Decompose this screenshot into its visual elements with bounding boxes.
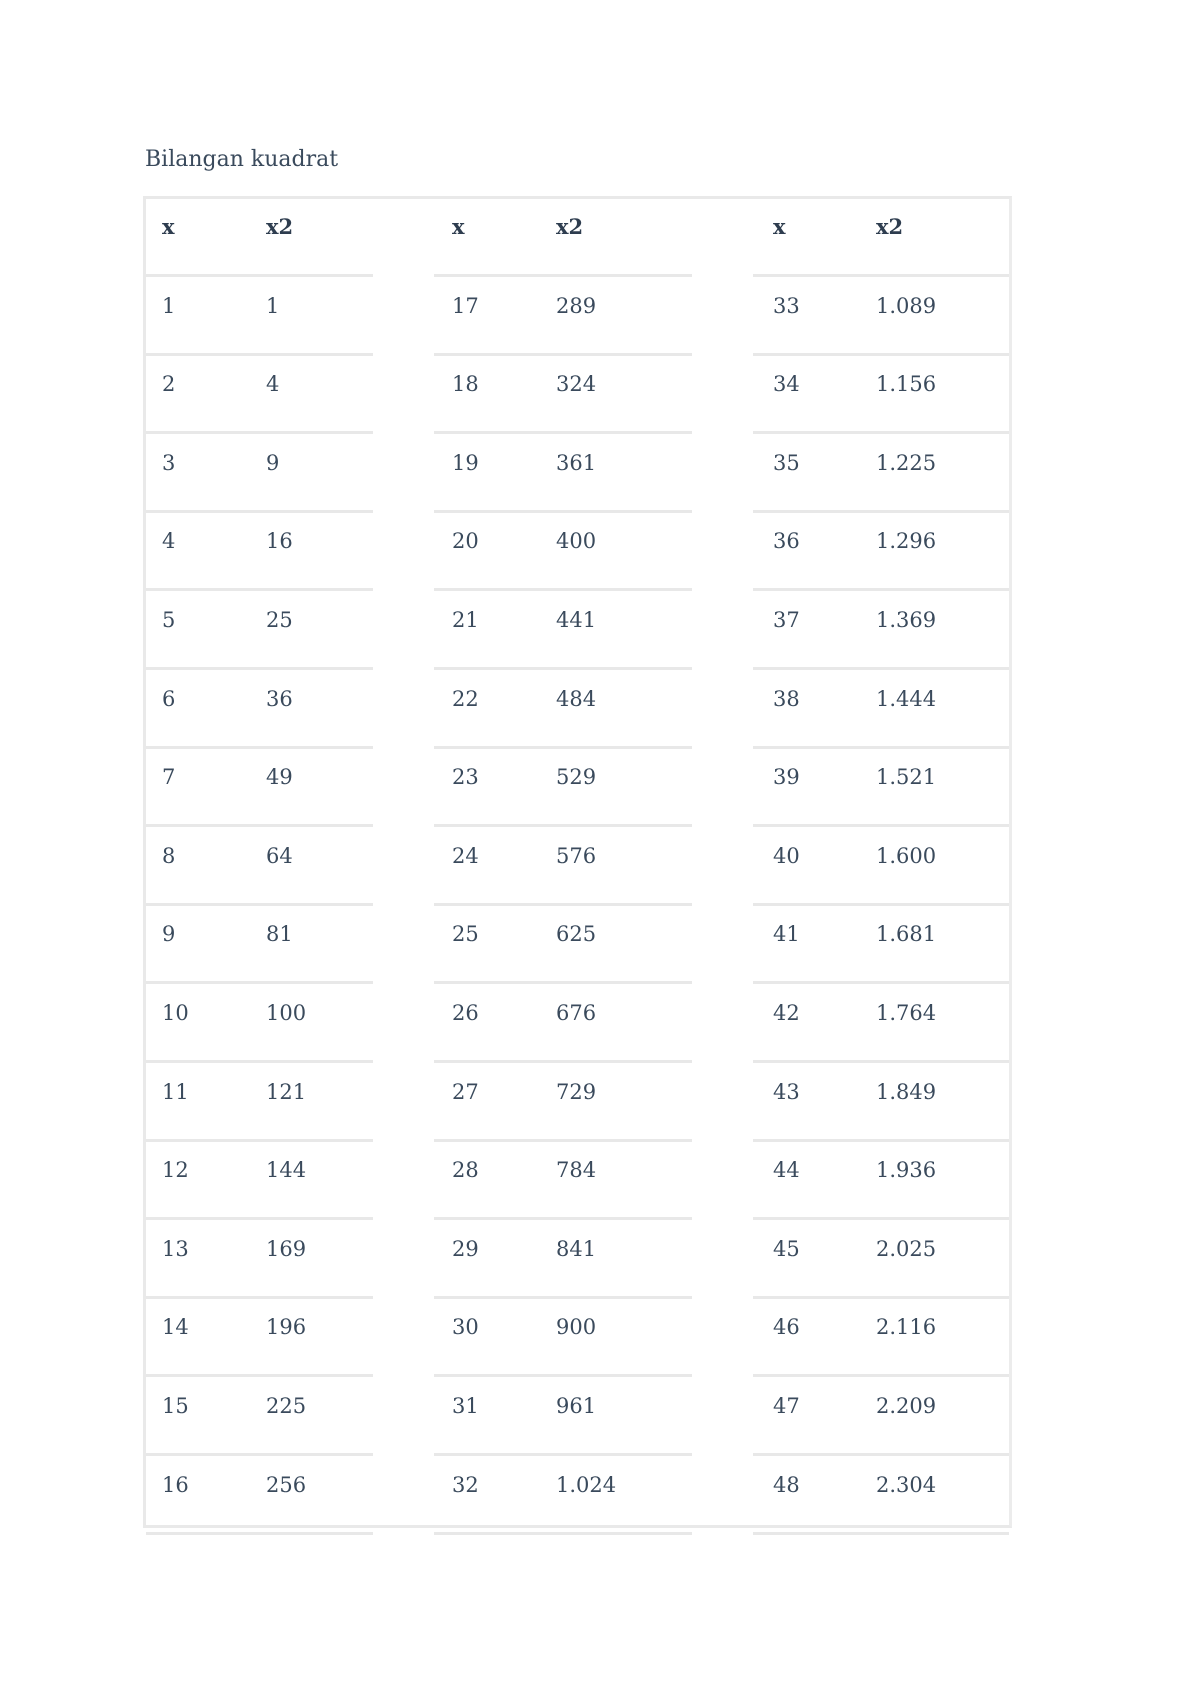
- cell-x2: 729: [556, 1079, 597, 1104]
- table-row: [434, 828, 692, 906]
- cell-x: 4: [162, 529, 176, 554]
- cell-x2: 49: [266, 765, 293, 790]
- table-row: [753, 1142, 1009, 1220]
- cell-x2: 1.225: [876, 450, 937, 475]
- cell-x2: 1.681: [876, 922, 937, 947]
- table-row: [434, 906, 692, 984]
- cell-x: 46: [773, 1315, 800, 1340]
- cell-x: 34: [773, 372, 800, 397]
- cell-x: 18: [452, 372, 479, 397]
- cell-x2: 144: [266, 1158, 307, 1183]
- cell-x2: 4: [266, 372, 280, 397]
- table-row: [753, 985, 1009, 1063]
- cell-x: 32: [452, 1472, 479, 1497]
- cell-x: 15: [162, 1394, 189, 1418]
- table-row: [434, 1378, 692, 1456]
- table-row: [753, 671, 1009, 749]
- table-row: [753, 1457, 1009, 1535]
- table-row: [434, 1457, 692, 1535]
- cell-x2: 676: [556, 1001, 597, 1025]
- table-row: [753, 356, 1009, 434]
- cell-x2: 100: [266, 1001, 307, 1025]
- cell-x2: 1.936: [876, 1158, 937, 1183]
- cell-x: 36: [773, 529, 800, 554]
- cell-x: 14: [162, 1315, 189, 1340]
- table-row: [753, 435, 1009, 513]
- cell-x2: 1: [266, 293, 280, 318]
- cell-x2: 441: [556, 608, 597, 632]
- cell-x: 11: [162, 1079, 189, 1104]
- cell-x2: 1.156: [876, 372, 937, 397]
- cell-x: 20: [452, 529, 479, 554]
- cell-x2: 400: [556, 529, 597, 554]
- table-row: [753, 513, 1009, 591]
- header-row: [434, 199, 692, 277]
- table-row: [434, 1221, 692, 1299]
- cell-x: 24: [452, 843, 479, 868]
- table-row: [146, 1457, 373, 1535]
- cell-x2: 64: [266, 843, 293, 868]
- cell-x: 26: [452, 1001, 479, 1025]
- cell-x2: 900: [556, 1315, 597, 1340]
- cell-x2: 36: [266, 686, 293, 711]
- cell-x2: 576: [556, 843, 597, 868]
- cell-x: 30: [452, 1315, 479, 1340]
- cell-x: 40: [773, 843, 800, 868]
- cell-x: 25: [452, 922, 479, 947]
- cell-x: 29: [452, 1236, 479, 1261]
- table-row: [146, 1221, 373, 1299]
- table-row: [753, 906, 1009, 984]
- cell-x2: 784: [556, 1158, 597, 1183]
- cell-x: 38: [773, 686, 800, 711]
- header-x2: x2: [556, 214, 584, 239]
- cell-x: 31: [452, 1394, 479, 1418]
- cell-x: 28: [452, 1158, 479, 1183]
- table-row: [146, 671, 373, 749]
- cell-x: 9: [162, 922, 176, 947]
- cell-x2: 169: [266, 1236, 307, 1261]
- table-row: [146, 435, 373, 513]
- cell-x2: 81: [266, 922, 293, 947]
- cell-x: 5: [162, 608, 176, 632]
- table-row: [146, 513, 373, 591]
- table-row: [753, 828, 1009, 906]
- cell-x: 23: [452, 765, 479, 790]
- cell-x: 35: [773, 450, 800, 475]
- cell-x2: 196: [266, 1315, 307, 1340]
- cell-x: 17: [452, 293, 479, 318]
- cell-x: 8: [162, 843, 176, 868]
- cell-x: 22: [452, 686, 479, 711]
- header-x: x: [162, 214, 175, 239]
- cell-x2: 529: [556, 765, 597, 790]
- cell-x2: 484: [556, 686, 597, 711]
- cell-x: 33: [773, 293, 800, 318]
- cell-x: 43: [773, 1079, 800, 1104]
- cell-x: 48: [773, 1472, 800, 1497]
- cell-x2: 121: [266, 1079, 307, 1104]
- cell-x2: 225: [266, 1394, 307, 1418]
- header-x2: x2: [876, 214, 904, 239]
- table-row: [146, 356, 373, 434]
- table-row: [146, 1142, 373, 1220]
- cell-x2: 1.444: [876, 686, 937, 711]
- cell-x2: 324: [556, 372, 597, 397]
- table-row: [753, 592, 1009, 670]
- table-row: [434, 749, 692, 827]
- cell-x2: 1.024: [556, 1472, 617, 1497]
- table-row: [146, 278, 373, 356]
- table-row: [146, 985, 373, 1063]
- cell-x: 44: [773, 1158, 800, 1183]
- cell-x: 39: [773, 765, 800, 790]
- table-row: [753, 1064, 1009, 1142]
- table-row: [434, 278, 692, 356]
- cell-x: 13: [162, 1236, 189, 1261]
- cell-x: 27: [452, 1079, 479, 1104]
- cell-x2: 1.296: [876, 529, 937, 554]
- cell-x: 37: [773, 608, 800, 632]
- header-x: x: [773, 214, 786, 239]
- table-row: [434, 1064, 692, 1142]
- cell-x2: 2.304: [876, 1472, 937, 1497]
- table-row: [434, 671, 692, 749]
- cell-x2: 361: [556, 450, 597, 475]
- cell-x2: 1.089: [876, 293, 937, 318]
- cell-x: 10: [162, 1001, 189, 1025]
- cell-x2: 841: [556, 1236, 597, 1261]
- table-row: [434, 356, 692, 434]
- cell-x: 1: [162, 293, 176, 318]
- table-row: [753, 749, 1009, 827]
- table-row: [146, 1378, 373, 1456]
- cell-x: 19: [452, 450, 479, 475]
- table-row: [434, 592, 692, 670]
- cell-x: 3: [162, 450, 176, 475]
- header-row: [753, 199, 1009, 277]
- table-row: [434, 1299, 692, 1377]
- cell-x: 6: [162, 686, 176, 711]
- table-row: [434, 1142, 692, 1220]
- cell-x2: 25: [266, 608, 293, 632]
- table-row: [753, 1378, 1009, 1456]
- table-row: [146, 1299, 373, 1377]
- cell-x2: 2.209: [876, 1394, 937, 1418]
- header-row: [146, 199, 373, 277]
- cell-x2: 625: [556, 922, 597, 947]
- cell-x: 47: [773, 1394, 800, 1418]
- cell-x2: 1.521: [876, 765, 937, 790]
- table-row: [434, 985, 692, 1063]
- cell-x2: 289: [556, 293, 597, 318]
- table-row: [753, 278, 1009, 356]
- table-row: [146, 592, 373, 670]
- cell-x: 21: [452, 608, 479, 632]
- cell-x: 42: [773, 1001, 800, 1025]
- table-row: [753, 1299, 1009, 1377]
- cell-x: 41: [773, 922, 800, 947]
- table-row: [146, 906, 373, 984]
- table-row: [753, 1221, 1009, 1299]
- cell-x: 16: [162, 1472, 189, 1497]
- page-title: Bilangan kuadrat: [145, 147, 339, 172]
- cell-x2: 1.369: [876, 608, 937, 632]
- header-x2: x2: [266, 214, 294, 239]
- cell-x2: 1.764: [876, 1001, 937, 1025]
- cell-x2: 16: [266, 529, 293, 554]
- cell-x2: 256: [266, 1472, 307, 1497]
- cell-x2: 1.849: [876, 1079, 937, 1104]
- cell-x2: 1.600: [876, 843, 937, 868]
- cell-x2: 9: [266, 450, 280, 475]
- table-row: [146, 1064, 373, 1142]
- table-row: [434, 435, 692, 513]
- header-x: x: [452, 214, 465, 239]
- table-row: [146, 828, 373, 906]
- cell-x: 2: [162, 372, 176, 397]
- table-row: [434, 513, 692, 591]
- cell-x: 12: [162, 1158, 189, 1183]
- cell-x: 7: [162, 765, 176, 790]
- cell-x2: 961: [556, 1394, 597, 1418]
- cell-x2: 2.025: [876, 1236, 937, 1261]
- cell-x: 45: [773, 1236, 800, 1261]
- cell-x2: 2.116: [876, 1315, 937, 1340]
- table-row: [146, 749, 373, 827]
